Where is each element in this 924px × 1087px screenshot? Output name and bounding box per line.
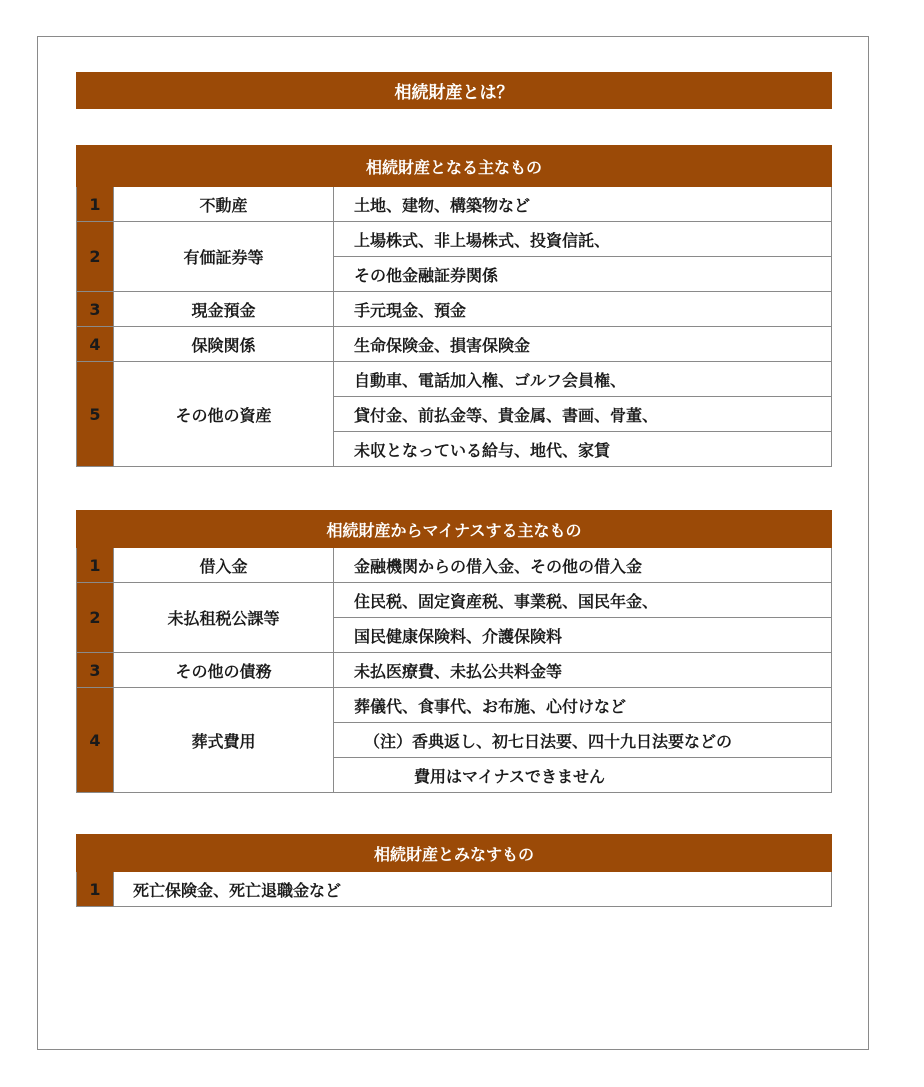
- table-row: [77, 872, 832, 907]
- category-cell: その他の債務: [114, 653, 334, 688]
- category-cell: 不動産: [114, 187, 334, 222]
- table-row: [77, 362, 832, 397]
- category-cell: 有価証券等: [114, 222, 334, 292]
- category-cell: 借入金: [114, 548, 334, 583]
- category-cell: 保険関係: [114, 327, 334, 362]
- assets-header: 相続財産となる主なもの: [77, 146, 832, 187]
- table-row: [77, 653, 832, 688]
- table-row: [77, 327, 832, 362]
- category-cell: その他の資産: [114, 362, 334, 467]
- detail-cell: 手元現金、預金: [334, 292, 832, 327]
- row-number: 4: [77, 327, 114, 362]
- table-row: [77, 548, 832, 583]
- category-cell: 葬式費用: [114, 688, 334, 793]
- page-title: 相続財産とは？: [76, 72, 832, 109]
- deemed-header: 相続財産とみなすもの: [77, 835, 832, 872]
- assets-table: [76, 145, 832, 467]
- row-number: 4: [77, 688, 114, 793]
- table-row: [77, 688, 832, 723]
- note-cell: （注）香典返し、初七日法要、四十九日法要などの: [334, 723, 832, 758]
- detail-cell: 生命保険金、損害保険金: [334, 327, 832, 362]
- row-number: 1: [77, 548, 114, 583]
- category-cell: 未払租税公課等: [114, 583, 334, 653]
- row-number: 1: [77, 872, 114, 907]
- detail-cell: 土地、建物、構築物など: [334, 187, 832, 222]
- deductions-header: 相続財産からマイナスする主なもの: [77, 511, 832, 548]
- deductions-table: [76, 510, 832, 793]
- row-number: 1: [77, 187, 114, 222]
- detail-cell: 自動車、電話加入権、ゴルフ会員権、: [334, 362, 832, 397]
- detail-cell: 死亡保険金、死亡退職金など: [114, 872, 832, 907]
- category-cell: 現金預金: [114, 292, 334, 327]
- detail-cell: その他金融証券関係: [334, 257, 832, 292]
- row-number: 2: [77, 583, 114, 653]
- detail-cell: 未収となっている給与、地代、家賃: [334, 432, 832, 467]
- detail-cell: 国民健康保険料、介護保険料: [334, 618, 832, 653]
- row-number: 5: [77, 362, 114, 467]
- detail-cell: 金融機関からの借入金、その他の借入金: [334, 548, 832, 583]
- detail-cell: 未払医療費、未払公共料金等: [334, 653, 832, 688]
- deemed-table: [76, 834, 832, 907]
- note-cell: 費用はマイナスできません: [334, 758, 832, 793]
- table-row: [77, 292, 832, 327]
- table-row: [77, 187, 832, 222]
- detail-cell: 貸付金、前払金等、貴金属、書画、骨董、: [334, 397, 832, 432]
- detail-cell: 葬儀代、食事代、お布施、心付けなど: [334, 688, 832, 723]
- table-row: [77, 222, 832, 257]
- detail-cell: 上場株式、非上場株式、投資信託、: [334, 222, 832, 257]
- table-row: [77, 583, 832, 618]
- row-number: 3: [77, 653, 114, 688]
- detail-cell: 住民税、固定資産税、事業税、国民年金、: [334, 583, 832, 618]
- row-number: 3: [77, 292, 114, 327]
- row-number: 2: [77, 222, 114, 292]
